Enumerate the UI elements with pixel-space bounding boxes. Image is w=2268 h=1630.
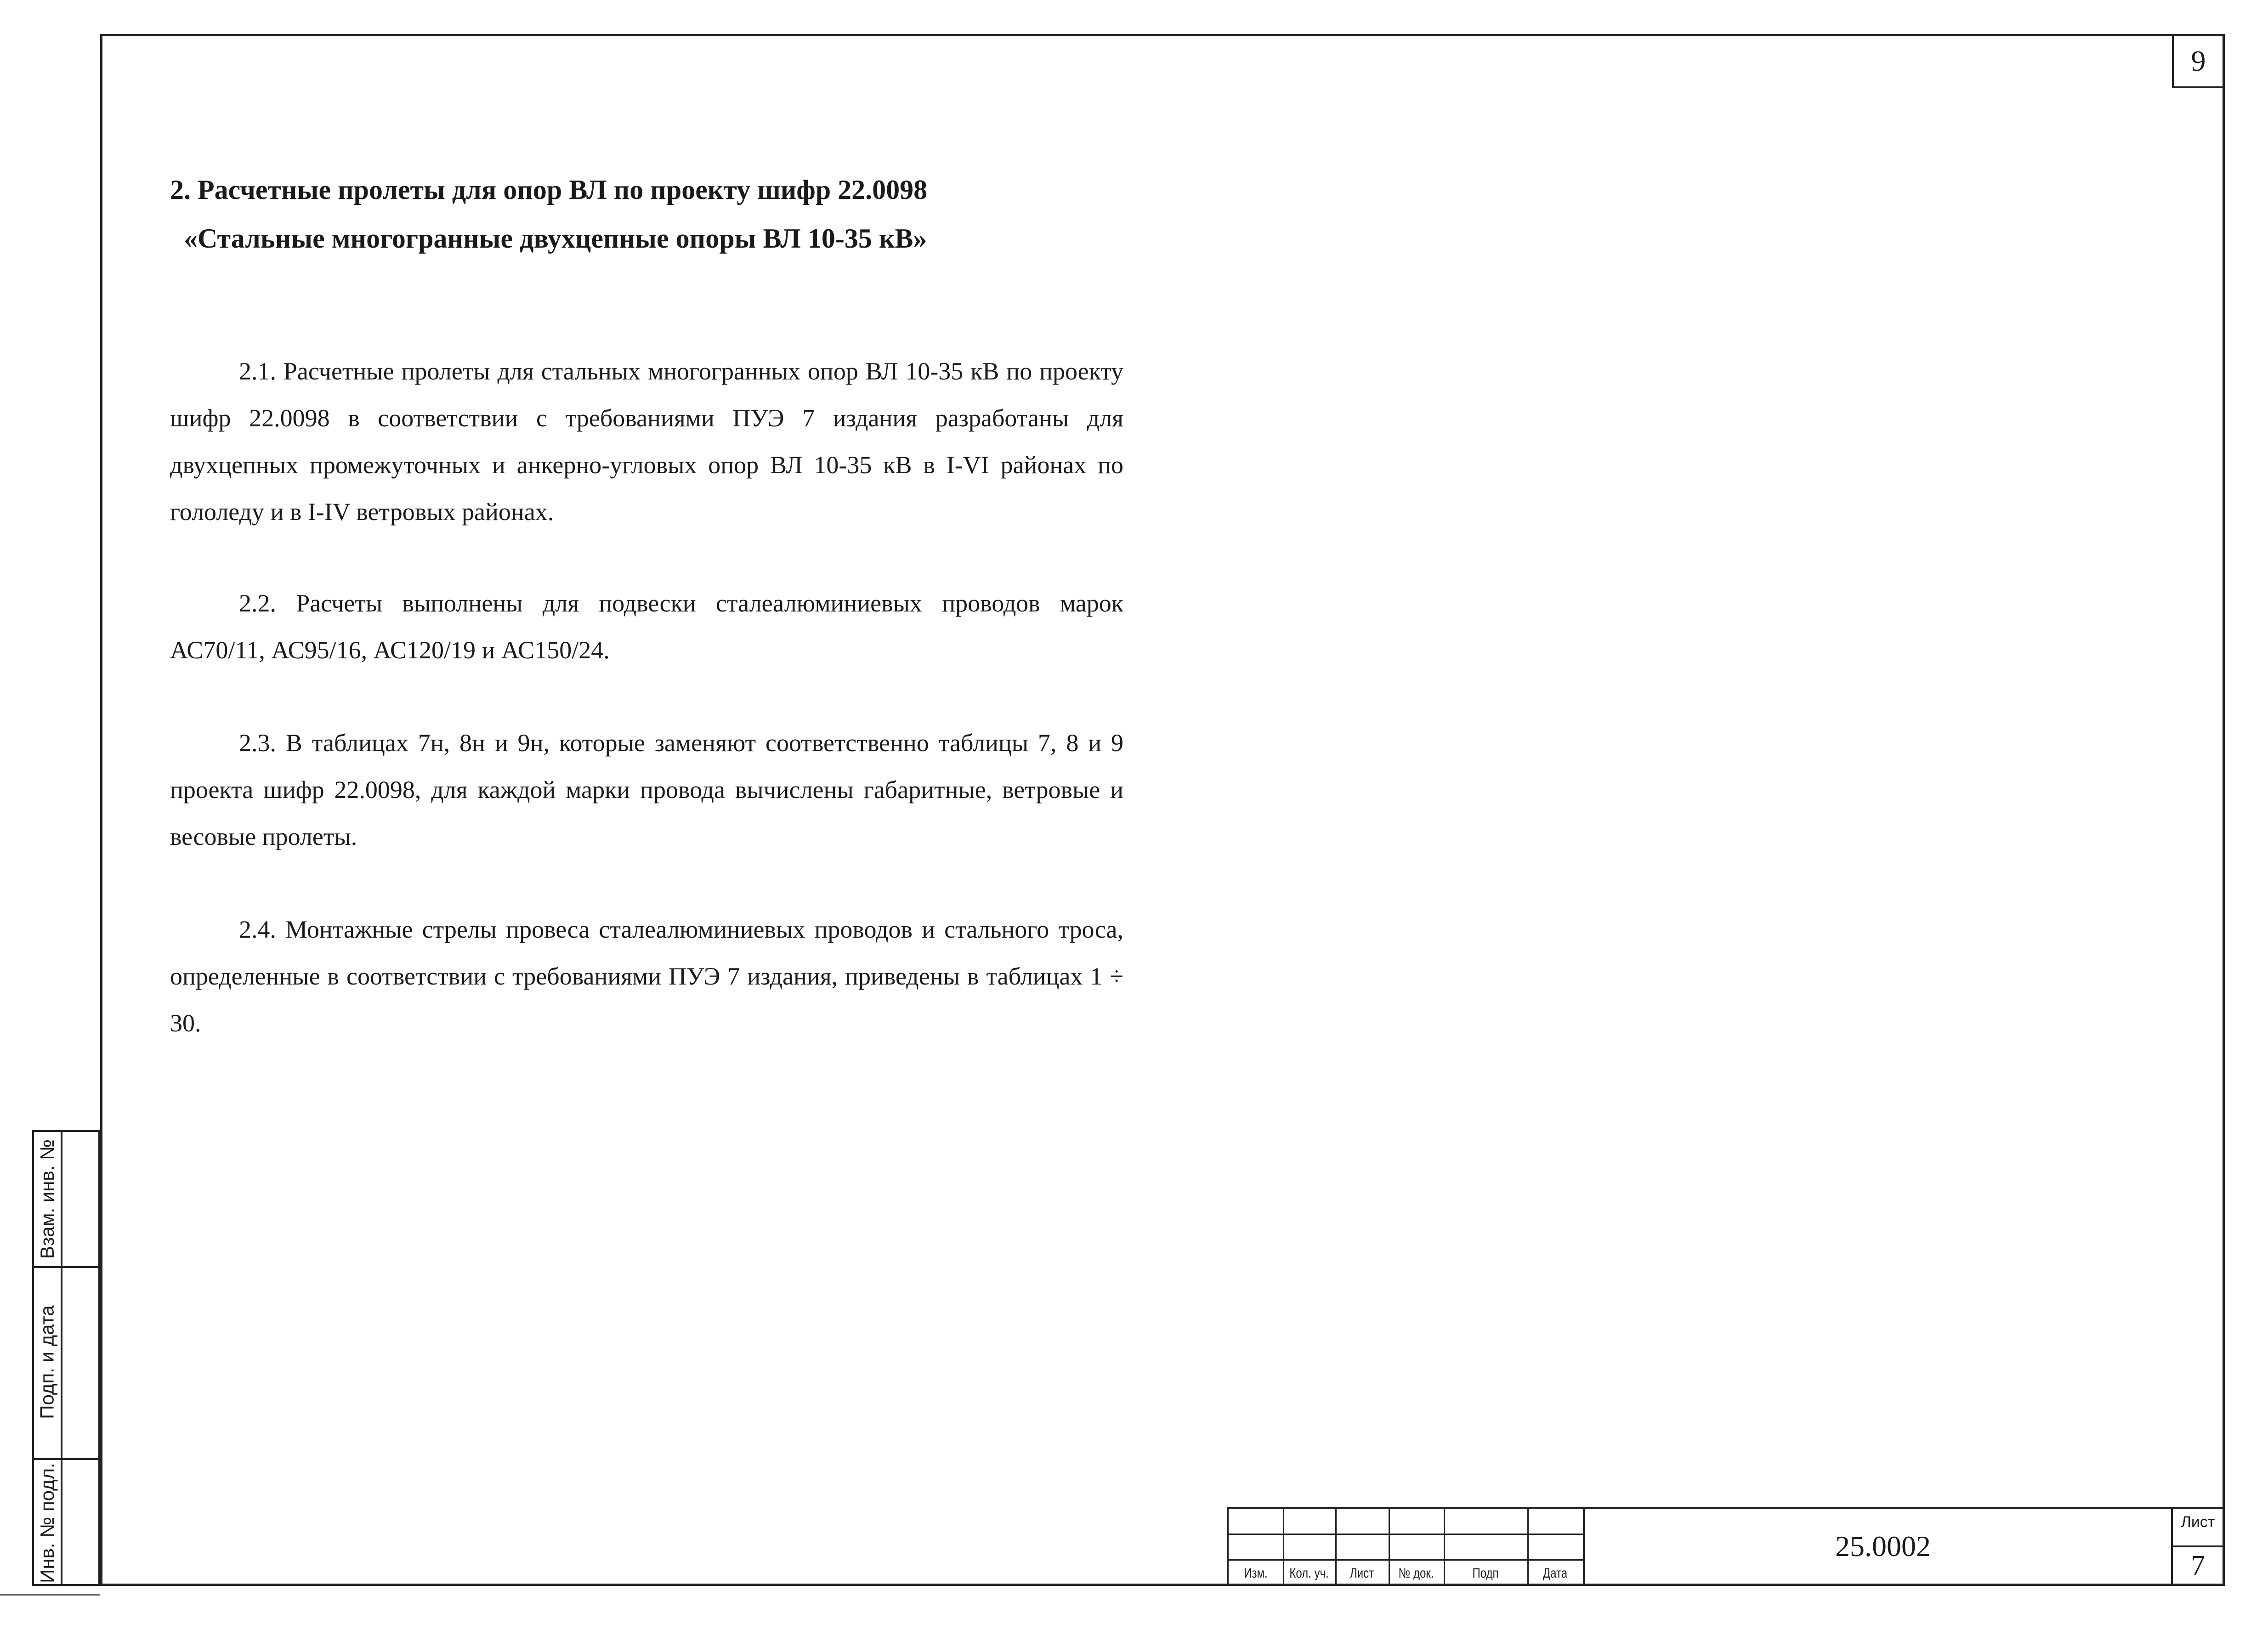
side-stamp-label-replacement: Взам. инв. № bbox=[36, 1139, 58, 1259]
col-label-date: Дата bbox=[1542, 1566, 1568, 1581]
side-stamp-label-inventory: Инв. № подл. bbox=[36, 1463, 58, 1583]
col-label-change: Изм. bbox=[1244, 1566, 1268, 1581]
side-stamp bbox=[32, 1130, 100, 1586]
sheet-value: 7 bbox=[2173, 1545, 2223, 1584]
paragraph-2-3: 2.3. В таблицах 7н, 8н и 9н, которые заменяют соответственно таблицы 7, 8 и 9 проекта шифр 22.0098, для каждой марки провода вычислены габаритные, ветровые и весовые пролеты. bbox=[170, 729, 1123, 850]
col-label-quantity: Кол. уч. bbox=[1289, 1566, 1329, 1581]
sheet-label: Лист bbox=[2181, 1513, 2215, 1531]
margin-line bbox=[0, 1594, 100, 1596]
title-block bbox=[1227, 1507, 2225, 1586]
paragraph-2-4: 2.4. Монтажные стрелы провеса сталеалюминиевых проводов и стального троса, определенные в соответствии с требованиями ПУЭ 7 издания, приведены в таблицах 1 ÷ 30. bbox=[170, 916, 1123, 1037]
side-stamp-label-signature-date: Подп. и дата bbox=[36, 1305, 58, 1419]
sheet-number: 9 bbox=[2172, 34, 2225, 88]
revision-grid bbox=[1227, 1507, 1583, 1586]
sheet-cell bbox=[2171, 1507, 2225, 1586]
heading-line-1: 2. Расчетные пролеты для опор ВЛ по проекту шифр 22.0098 bbox=[170, 175, 928, 205]
section-heading bbox=[170, 165, 1135, 263]
col-label-sheet: Лист bbox=[1349, 1566, 1374, 1581]
side-stamp-divider bbox=[61, 1132, 62, 1584]
col-label-signature: Подп bbox=[1472, 1566, 1499, 1581]
paragraph-2-2: 2.2. Расчеты выполнены для подвески сталеалюминиевых проводов марок АС70/11, АС95/16, АС120/19 и АС150/24. bbox=[170, 589, 1123, 664]
col-label-doc-number: № док. bbox=[1398, 1566, 1434, 1581]
document-code: 25.0002 bbox=[1583, 1507, 2181, 1586]
paragraph-2-1: 2.1. Расчетные пролеты для стальных многогранных опор ВЛ 10-35 кВ по проекту шифр 22.0098 в соответствии с требованиями ПУЭ 7 издания разработаны для двухцепных промежуточных и анкерно-угловых опор ВЛ 10-35 кВ в I-VI районах по гололеду и в I-IV ветровых районах. bbox=[170, 357, 1123, 526]
heading-line-2: «Стальные многогранные двухцепные опоры ВЛ 10-35 кВ» bbox=[184, 223, 927, 254]
